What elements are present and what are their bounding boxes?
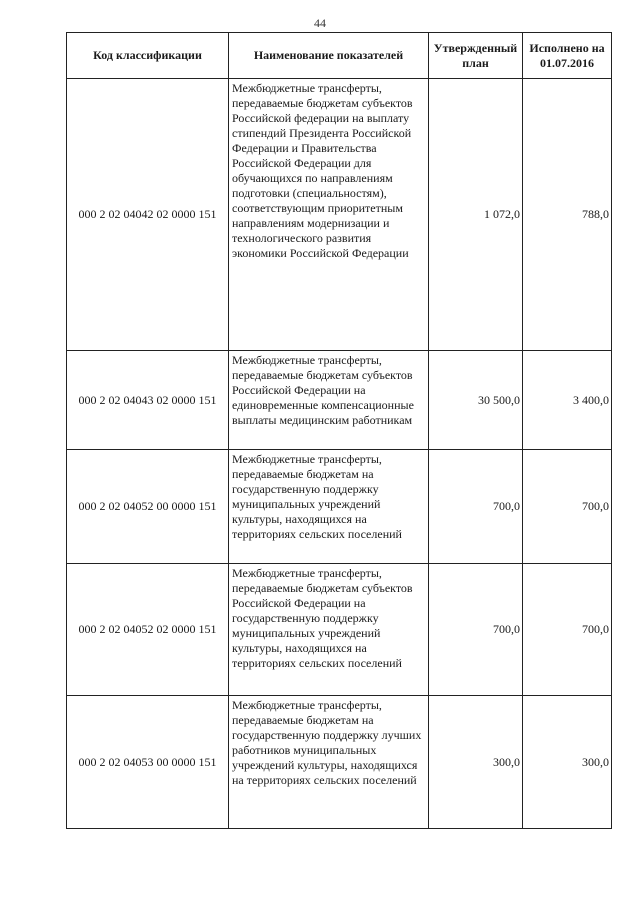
row-plan: 700,0 xyxy=(429,564,523,696)
row-plan: 30 500,0 xyxy=(429,351,523,450)
row-name: Межбюджетные трансферты, передаваемые бюджетам субъектов Российской Федерации на единовременные компенсационные выплаты медицинским работникам xyxy=(229,351,429,450)
row-plan: 300,0 xyxy=(429,696,523,829)
row-executed: 700,0 xyxy=(523,450,612,564)
header-name: Наименование показателей xyxy=(229,33,429,79)
page-number: 44 xyxy=(314,16,326,30)
table-row xyxy=(67,564,612,696)
header-executed: Исполнено на 01.07.2016 xyxy=(523,33,612,79)
row-executed: 300,0 xyxy=(523,696,612,829)
table-header-row xyxy=(67,33,612,79)
table-row xyxy=(67,79,612,351)
row-plan: 700,0 xyxy=(429,450,523,564)
row-name: Межбюджетные трансферты, передаваемые бюджетам субъектов Российской Федерации на государственную поддержку муниципальных учреждений культуры, находящихся на территориях сельских поселений xyxy=(229,564,429,696)
table-row xyxy=(67,351,612,450)
row-name: Межбюджетные трансферты, передаваемые бюджетам на государственную поддержку муниципальных учреждений культуры, находящихся на территориях сельских поселений xyxy=(229,450,429,564)
table-row xyxy=(67,696,612,829)
row-code: 000 2 02 04052 02 0000 151 xyxy=(67,564,229,696)
row-name: Межбюджетные трансферты, передаваемые бюджетам субъектов Российской федерации на выплату стипендий Президента Российской Федерации и Правительства Российской Федерации для обучающихся по направлениям подготовки (специальностям), соответствующим приоритетным направлениям модернизации и технологического развития экономики Российской Федерации xyxy=(229,79,429,351)
row-code: 000 2 02 04043 02 0000 151 xyxy=(67,351,229,450)
budget-table xyxy=(66,32,612,829)
row-plan: 1 072,0 xyxy=(429,79,523,351)
row-code: 000 2 02 04042 02 0000 151 xyxy=(67,79,229,351)
row-executed: 700,0 xyxy=(523,564,612,696)
row-name: Межбюджетные трансферты, передаваемые бюджетам на государственную поддержку лучших работников муниципальных учреждений культуры, находящихся на территориях сельских поселений xyxy=(229,696,429,829)
row-executed: 788,0 xyxy=(523,79,612,351)
row-code: 000 2 02 04052 00 0000 151 xyxy=(67,450,229,564)
row-executed: 3 400,0 xyxy=(523,351,612,450)
header-plan: Утвержденный план xyxy=(429,33,523,79)
table-row xyxy=(67,450,612,564)
header-code: Код классификации xyxy=(67,33,229,79)
row-code: 000 2 02 04053 00 0000 151 xyxy=(67,696,229,829)
